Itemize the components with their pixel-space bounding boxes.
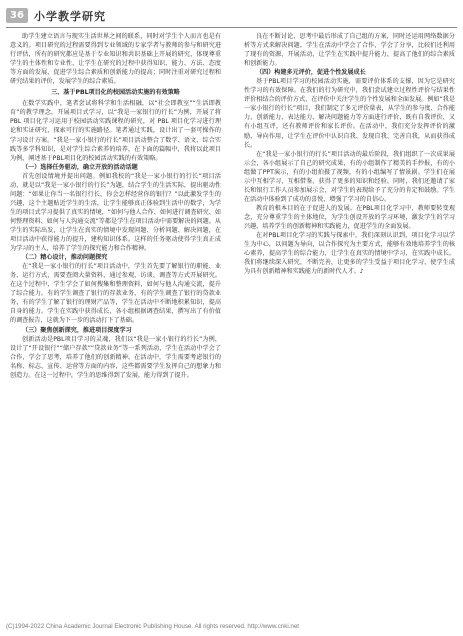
paragraph: 在“我是一家小银行的行长”项目活动中，学生首先要了解银行的职能、业务、运行方式，需要查阅大量资料，通过参观、访谈、调查等方式开展研究。在这个过程中，学生学会了如何搜集和整理资料，如何与他人沟通交流，提升了综合能力。有的学生调查了银行的存款业务，有的学生调查了银行的贷款业务，有的学生了解了银行的理财产品等，学生在活动中不断地积累知识，提高自身的能力。学生在实践中获得成长，各小组根据调查结果，撰写出了有价值的调查报告，这就为下一步的活动打下了基础。 [10,263,221,325]
paragraph: 良在不断讨论、思考中最后形成了自己组的方案，同时还运用网络数据分析等方式来解决问题。学生在活动中学会了合作，学会了分享，比较们还利用了现有的资源，开展活动，让学生在实践中提升能力，提高了他们的综合素质和创新能力。 [244,33,455,68]
copyright-footer: (C)1994-2022 China Academic Journal Electronic Publishing House. All rights reserved. http://www.cnki.net [6,623,300,630]
paragraph: 教育的根本目的在于促进人的发展。在PBL项目化学习中，教师要转变观念，充分尊重学生的主体地位，为学生创设开放的学习环境，激发学生的学习兴趣，培养学生的创新精神和实践能力，促进学生的全面发展。 [244,204,455,230]
journal-title: 小学教学研究 [34,9,106,23]
paragraph: 基于PBL项目学习的校园活动实施，需要评价体系的支撑，因为它是研究性学习的有效保障。在我们的行为研究中，我们尝试建立过程性评价与结果性评价相结合的评价方式，在评价中关注学生的个性发展和全面发展。例如“我是一家小银行的行长”项目，我们制定了多元评价量表，从学生的参与度、合作能力、创新能力、表达能力、解决问题能力等方面进行评价，既有自我评价，又有小组互评，还有教师评价和家长评价。在活动中，我们充分发挥评价的激励、导向作用，让学生在评价中认识自我、发现自我、完善自我，从而获得成长。 [244,78,455,149]
paragraph: 在对PBL项目化学习的实践与探索中，我们深刻认识到，项目化学习以学生为中心，以问题为导向，以合作探究为主要方式，能够有效地培养学生的核心素养，提高学生的综合能力，让学生在真实的情境中学习，在实践中成长。我们将继续深入研究，不断完善，让更多的学生受益于项目化学习，使学生成为具有创新精神和实践能力的新时代人才。♪ [244,232,455,276]
header-divider [6,27,457,28]
paragraph: 在数学实践中，笔者尝试将科学和生活相融，以“社会即教室”“生活即教育”的教学理念，开展项目式学习，以“我是一家银行的行长”为例，开展了将 PBL 项目化学习运用于校园活动实践课程的研究，对 PBL 项目化学习进行理论和实证研究，探索可行的实施路径。笔者通过实践，设计出了一套可操作的学习设计方案。“我是一家小银行的行长”项目活动整合了数学、语文、综合实践等多学科知识，是对学生综合素养的培养，在下面的篇幅中，我将以此项目为例，阐述基于PBL项目化的校园活动实践的有效策略。 [10,100,221,162]
page-number: 36 [6,8,28,23]
page-header [6,6,106,25]
paragraph: 创新活动是PBL项目学习的灵魂，我们以“我是一家小银行的行长”为例，设计了“开设银行”“储户存款”“贷款业务”等一系列活动，学生在活动中学会了合作，学会了思考，培养了他们的创新精神。在活动中，学生需要考虑银行的名称、标志、宣传、运营等方面的内容，这些都需要学生发挥自己的想象力和创造力。在这一过程中，学生的思维得到了发展，能力得到了提升。 [10,335,221,379]
paragraph: 首先创设情境并提出问题。例如我校的“我是一家小银行的行长”项目活动，就是以“我是一家小银行的行长”为题，结合学生的生活实际，提出驱动性问题：“如果让你当一名银行行长，你会怎样经营你的银行？”以此激发学生的兴趣，这个主题贴近学生的生活，让学生能够真正体验到生活中的数学，为学生的项目式学习提供了真实的情境，“如何与他人合作、如何进行调查研究、如何整理资料、如何与人沟通交流”等都是学生在项目活动中需要解决的问题。从学生的实际出发，让学生在真实的情境中发现问题、分析问题、解决问题，在项目活动中获得能力的提升，建构知识体系。这样的任务驱动使得学生真正成为学习的主人，培养了学生的探究能力和合作精神。 [10,172,221,253]
paragraph: 在“我是一家小银行的行长”项目活动的最后阶段，我们组织了一次成果展示会，各小组展示了自己的研究成果，有的小组制作了精美的手抄报，有的小组做了PPT演示，有的小组拍摄了视频，有的小组编写了情景剧。学生们在展示中互相学习，互相借鉴，获得了更多的知识和经验。同时，我们还邀请了家长和银行工作人员参加展示会，对学生的表现给予了充分的肯定和鼓励。学生在活动中体验到了成功的喜悦，增强了学习的自信心。 [244,150,455,203]
subsection-heading: （二）精心设计，推动问题探究 [22,254,108,262]
subsection-heading: （一）选择任务驱动，确立开放的活动话题 [22,163,138,171]
section-heading: 三、基于PBL项目化的校园活动实施的有效策略 [51,89,180,97]
subsection-heading: （三）聚焦创新探究，推进项目深度学习 [22,326,132,334]
paragraph: 助学生建立语言与现实生活世界之间的联系，同时对学生个人而言也是有意义的。项目研究的过程需要得到专业领域的专家学者与教师的参与和研究进行评估，所有的研究都应是基于专业知识和共识基础上开展的研究，体现尊重学生的主体性和专业性，让学生在研究的过程中获得知识、能力、方法、态度等方面的发展，促进学生综合素质和创新能力的提高；同时注重对研究过程和研究结果的评价，发展学生的综合素质。 [10,33,221,86]
subsection-heading: （四）构建多元评价，促进个性发展成长 [256,69,366,77]
right-column [244,32,455,276]
left-column [10,32,221,380]
